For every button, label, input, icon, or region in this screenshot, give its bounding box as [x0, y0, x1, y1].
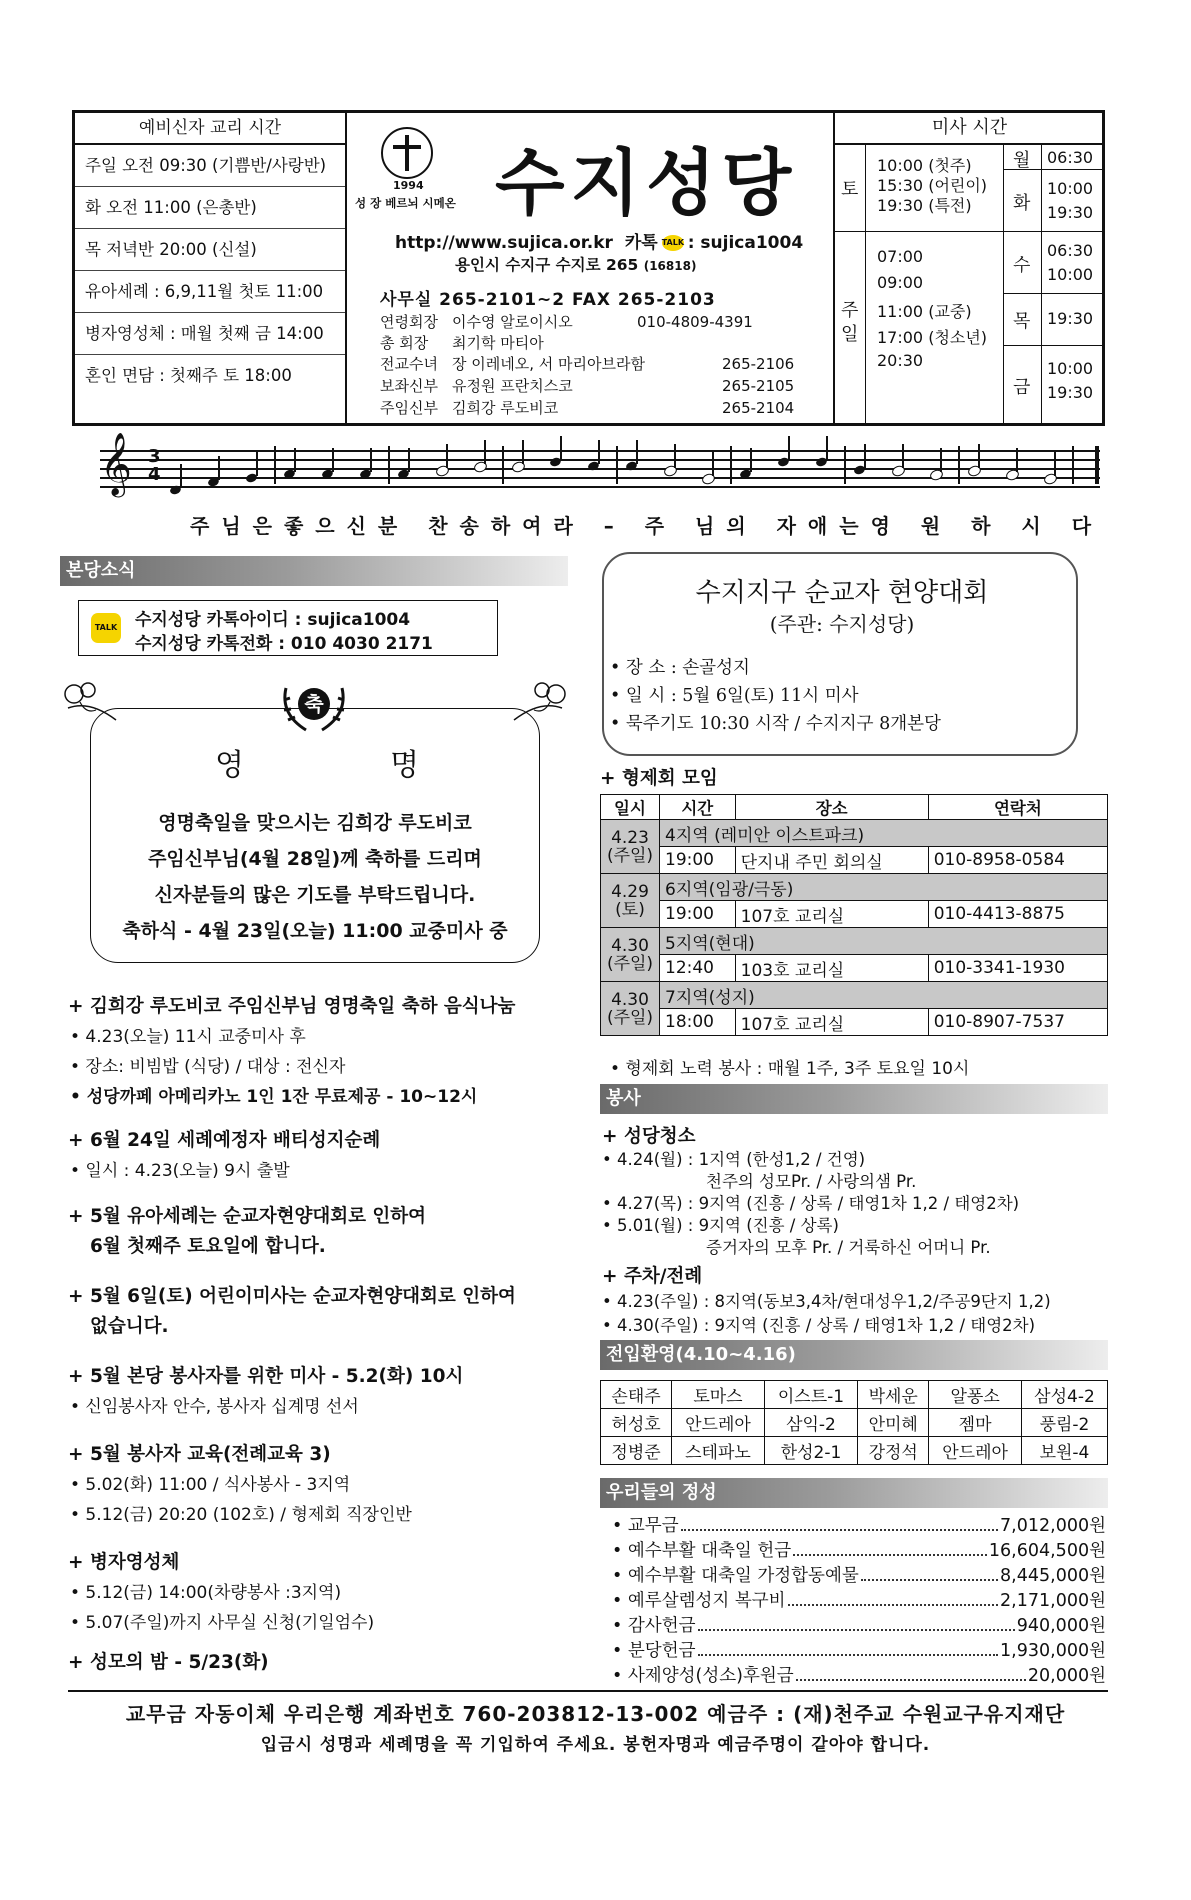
welcome-cell: 보원-4: [1021, 1437, 1107, 1465]
offering-row: • 예수부활 대축일 헌금 16,604,500원: [612, 1537, 1106, 1562]
music-note: [701, 472, 717, 486]
offering-row: • 예루살렘성지 복구비 2,171,000원: [612, 1587, 1106, 1612]
music-note: [967, 464, 983, 478]
welcome-cell: 삼익-2: [764, 1409, 857, 1437]
mass-time: 07:00: [877, 247, 924, 266]
welcome-cell: 정병준: [601, 1437, 672, 1465]
offering-row: • 분당헌금 1,930,000원: [612, 1637, 1106, 1662]
event-title: 수지지구 순교자 현양대회: [695, 578, 989, 608]
kakao-id: : sujica1004: [687, 233, 804, 253]
news-item-head-cont: 6월 첫째주 토요일에 합니다.: [90, 1236, 326, 1257]
mass-day-thu: 목: [1013, 311, 1031, 332]
table-row: [601, 1009, 1108, 1036]
welcome-cell: 삼성4-2: [1021, 1381, 1107, 1409]
parish-emblem-icon: [381, 127, 433, 179]
service-line: • 4.30(주일) : 9지역 (진흥 / 상록 / 태영1차 1,2 / 태영2차): [602, 1316, 1036, 1335]
news-item-line: • 일시 : 4.23(오늘) 9시 출발: [70, 1161, 290, 1181]
table-header-row: [601, 795, 1108, 820]
address-line: [455, 253, 696, 275]
table-row: [601, 820, 1108, 847]
final-bar-line: [1095, 446, 1099, 484]
bar-line: [844, 446, 846, 484]
staff-line: [100, 486, 1100, 488]
catechism-schedule: [75, 113, 347, 423]
celebration-line: 주임신부님(4월 28일)께 축하를 드리며: [148, 848, 482, 870]
staff-line: [100, 459, 1100, 461]
news-item-line: • 5.12(금) 20:20 (102호) / 형제회 직장인반: [70, 1505, 412, 1525]
mass-day-wed: 수: [1013, 255, 1031, 276]
staff-role: 주임신부: [380, 399, 438, 417]
hymn-lyrics: 주님은좋으신분 찬송하여라 – 주 님의 자애는영 원 하 시 다: [190, 514, 1104, 538]
emblem-patron: 성 장 베르뇌 시메온: [355, 196, 456, 210]
mass-time: 06:30: [1047, 241, 1094, 260]
kakao-line: 수지성당 카톡전화 : 010 4030 2171: [135, 634, 433, 654]
parish-info: [345, 113, 833, 423]
mass-title: 미사 시간: [835, 113, 1104, 145]
staff-row: [380, 311, 753, 332]
news-item-head: + 5월 봉사자 교육(전례교육 3): [68, 1444, 331, 1465]
mass-day-sat: 토: [841, 179, 859, 200]
music-note: [891, 464, 907, 478]
staff-phone: 265-2104: [722, 399, 795, 417]
meeting-phone: 010-8958-0584: [928, 847, 1107, 874]
music-note: [1043, 472, 1059, 486]
mass-time: 20:30: [877, 351, 924, 370]
staff-role: 전교수녀: [380, 355, 438, 373]
meeting-place: 107호 교리실: [735, 1009, 928, 1036]
kakao-label: 카톡: [624, 233, 658, 253]
staff-role: 총 회장: [380, 334, 429, 352]
staff-name: 장 이레네오, 서 마리아브라함: [452, 355, 645, 373]
staff-name: 이수영 알로이시오: [452, 313, 573, 331]
celebration-line: 축하식 - 4월 23일(오늘) 11:00 교중미사 중: [122, 920, 508, 942]
news-item-head-cont: 없습니다.: [90, 1316, 169, 1337]
mass-time: 15:30 (어린이): [877, 176, 988, 195]
mass-day-fri: 금: [1013, 377, 1031, 398]
news-item-head: + 5월 유아세례는 순교자현양대회로 인하여: [68, 1206, 427, 1227]
meeting-head: + 형제회 모임: [600, 768, 718, 789]
table-row: [601, 1437, 1108, 1465]
mass-day-tue: 화: [1013, 193, 1031, 214]
table-row: [601, 874, 1108, 901]
bulletin-header: [72, 110, 1105, 426]
music-note: [435, 464, 451, 478]
meeting-date: 4.30 (주일): [601, 982, 660, 1036]
mass-time: 19:30: [1047, 309, 1094, 328]
welcome-table: [600, 1380, 1108, 1465]
event-line: • 일 시 : 5월 6일(토) 11시 미사: [610, 686, 859, 706]
meeting-time: 19:00: [660, 901, 736, 928]
section-parish-news: 본당소식: [60, 556, 568, 586]
event-line: • 장 소 : 손골성지: [610, 658, 750, 678]
service-line: 천주의 성모Pr. / 사랑의샘 Pr.: [706, 1172, 917, 1191]
zip-code: (16818): [643, 259, 697, 273]
mass-time: 06:30: [1047, 148, 1094, 167]
welcome-cell: 강정석: [858, 1437, 929, 1465]
news-item-line: • 5.07(주일)까지 사무실 신청(기일엄수): [70, 1613, 375, 1633]
col-header: 일시: [601, 795, 660, 820]
welcome-cell: 안드레아: [672, 1409, 765, 1437]
news-item-line: • 장소: 비빔밥 (식당) / 대상 : 전신자: [70, 1057, 346, 1077]
bar-line: [502, 446, 504, 484]
staff-name: 김희강 루도비코: [452, 399, 559, 417]
catechism-row: 혼인 면담 : 첫째주 토 18:00: [85, 366, 292, 385]
news-item-head: + 김희강 루도비코 주임신부님 영명축일 축하 음식나눔: [68, 996, 516, 1017]
staff-row: [380, 332, 637, 353]
bar-line: [616, 446, 618, 484]
parish-url[interactable]: http://www.sujica.or.kr: [395, 233, 613, 253]
offering-row: • 교무금 7,012,000원: [612, 1512, 1106, 1537]
music-note: [663, 464, 679, 478]
table-row: [601, 982, 1108, 1009]
service-line: • 4.23(주일) : 8지역(동보3,4차/현대성우1,2/주공9단지 1,2): [602, 1292, 1051, 1311]
staff-phone: 010-4809-4391: [637, 313, 753, 331]
mass-time: 10:00 (첫주): [877, 156, 972, 175]
news-item-head: + 성모의 밤 - 5/23(화): [68, 1652, 269, 1673]
kakao-icon: TALK: [662, 235, 684, 251]
welcome-cell: 스테파노: [672, 1437, 765, 1465]
table-row: [601, 1381, 1108, 1409]
staff-name: 최기학 마티아: [452, 334, 544, 352]
mass-time: 17:00 (청소년): [877, 328, 988, 347]
flower-right-icon: [510, 680, 570, 726]
meeting-note: • 형제회 노력 봉사 : 매월 1주, 3주 토요일 10시: [610, 1059, 970, 1079]
time-signature: 3 4: [148, 446, 161, 485]
music-note: [1005, 468, 1021, 482]
mass-time: 19:30: [1047, 383, 1094, 402]
meeting-date: 4.30 (주일): [601, 928, 660, 982]
service-line: • 4.27(목) : 9지역 (진흥 / 상록 / 태영1차 1,2 / 태영2차): [602, 1194, 1020, 1213]
meeting-table: [600, 794, 1108, 1036]
bar-line: [274, 446, 276, 484]
catechism-row: 주일 오전 09:30 (기쁨반/사랑반): [75, 145, 345, 187]
kakao-info-box: [78, 600, 498, 656]
parking-head: + 주차/전례: [602, 1266, 703, 1287]
mass-time: 10:00: [1047, 265, 1094, 284]
event-line: • 묵주기도 10:30 시작 / 수지지구 8개본당: [610, 714, 941, 734]
table-row: [601, 955, 1108, 982]
emblem-year: 1994: [393, 179, 424, 192]
news-item-line: • 5.02(화) 11:00 / 식사봉사 - 3지역: [70, 1475, 351, 1495]
section-welcome: 전입환영(4.10~4.16): [600, 1340, 1108, 1370]
catechism-row: 유아세례 : 6,9,11월 첫토 11:00: [75, 271, 345, 313]
catechism-title: 예비신자 교리 시간: [75, 113, 345, 145]
staff-role: 연령회장: [380, 313, 438, 331]
meeting-region: 5지역(현대): [660, 928, 1108, 955]
welcome-cell: 이스트-1: [764, 1381, 857, 1409]
office-phone: 사무실 265-2101~2 FAX 265-2103: [380, 290, 716, 310]
celebration-title-a: 영: [215, 748, 244, 783]
offering-row: • 감사헌금 940,000원: [612, 1612, 1106, 1637]
service-line: • 4.24(월) : 1지역 (한성1,2 / 건영): [602, 1150, 866, 1169]
news-item-line: • 4.23(오늘) 11시 교중미사 후: [70, 1027, 306, 1047]
meeting-phone: 010-4413-8875: [928, 901, 1107, 928]
mass-time: 19:30: [1047, 203, 1094, 222]
flower-left-icon: [60, 680, 120, 726]
meeting-place: 107호 교리실: [735, 901, 928, 928]
mass-day-sun: 주일: [841, 300, 859, 345]
celebration-title-b: 명: [390, 748, 419, 783]
news-item-head: + 병자영성체: [68, 1552, 180, 1573]
service-line: • 5.01(월) : 9지역 (진흥 / 상록): [602, 1216, 839, 1235]
section-offering: 우리들의 정성: [600, 1478, 1108, 1508]
celebration-line: 신자분들의 많은 기도를 부탁드립니다.: [154, 884, 476, 906]
news-item-line: • 신임봉사자 안수, 봉사자 십계명 선서: [70, 1397, 359, 1417]
staff-name: 유정원 프란치스코: [452, 377, 573, 395]
section-service: 봉사: [600, 1084, 1108, 1114]
welcome-cell: 손태주: [601, 1381, 672, 1409]
news-item-head: + 6월 24일 세례예정자 배티성지순례: [68, 1130, 381, 1151]
col-header: 시간: [660, 795, 736, 820]
welcome-cell: 토마스: [672, 1381, 765, 1409]
parish-title: 수지성당: [495, 141, 798, 225]
hymn-staff: [100, 432, 1100, 500]
catechism-row: 병자영성체 : 매월 첫째 금 14:00: [75, 313, 345, 355]
catechism-row: 화 오전 11:00 (은총반): [75, 187, 345, 229]
offering-row: • 예수부활 대축일 가정합동예물 8,445,000원: [612, 1562, 1106, 1587]
martyrs-event-box: [602, 552, 1078, 756]
welcome-cell: 안드레아: [929, 1437, 1022, 1465]
table-row: [601, 847, 1108, 874]
staff-phone: 265-2105: [722, 377, 795, 395]
staff-row: [380, 397, 794, 418]
mass-day-mon: 월: [1013, 150, 1031, 171]
url-line: [395, 228, 803, 253]
offering-row: • 사제양성(성소)후원금 20,000원: [612, 1662, 1106, 1687]
welcome-cell: 풍림-2: [1021, 1409, 1107, 1437]
bar-line: [958, 446, 960, 484]
music-note: [511, 460, 527, 474]
clean-head: + 성당청소: [602, 1126, 696, 1147]
news-item-head: + 5월 6일(토) 어린이미사는 순교자현양대회로 인하여: [68, 1286, 516, 1307]
catechism-row: 목 저녁반 20:00 (신설): [75, 229, 345, 271]
meeting-place: 단지내 주민 회의실: [735, 847, 928, 874]
staff-line: [100, 450, 1100, 452]
table-row: [601, 1409, 1108, 1437]
event-subtitle: (주관: 수지성당): [769, 612, 915, 636]
meeting-date: 4.29 (토): [601, 874, 660, 928]
meeting-time: 12:40: [660, 955, 736, 982]
staff-role: 보좌신부: [380, 377, 438, 395]
welcome-cell: 젬마: [929, 1409, 1022, 1437]
col-header: 연락처: [928, 795, 1107, 820]
footer-bank-info: 교무금 자동이체 우리은행 계좌번호 760-203812-13-002 예금주 : (재)천주교 수원교구유지재단: [125, 1702, 1066, 1726]
staff-row: [380, 353, 794, 374]
mass-time: 09:00: [877, 273, 924, 292]
news-item-line: • 5.12(금) 14:00(차량봉사 :3지역): [70, 1583, 342, 1603]
staff-line: [100, 468, 1100, 470]
news-item-head: + 5월 본당 봉사자를 위한 미사 - 5.2(화) 10시: [68, 1366, 464, 1387]
kakao-line: 수지성당 카톡아이디 : sujica1004: [135, 610, 411, 630]
table-row: [601, 928, 1108, 955]
celebration-line: 영명축일을 맞으시는 김희강 루도비코: [158, 812, 472, 834]
footer-divider: [68, 1690, 1108, 1692]
meeting-phone: 010-3341-1930: [928, 955, 1107, 982]
footer-note: 입금시 성명과 세례명을 꼭 기입하여 주세요. 봉헌자명과 예금주명이 같아야 합니다.: [260, 1735, 931, 1755]
bar-line: [388, 446, 390, 484]
service-line: 증거자의 모후 Pr. / 거룩하신 어머니 Pr.: [706, 1238, 991, 1257]
kakao-talk-icon: TALK: [91, 613, 121, 643]
welcome-cell: 알퐁소: [929, 1381, 1022, 1409]
mass-time: 10:00: [1047, 359, 1094, 378]
music-note: [473, 460, 489, 474]
meeting-time: 18:00: [660, 1009, 736, 1036]
treble-clef-icon: 𝄞: [100, 432, 132, 495]
mass-time: 11:00 (교중): [877, 302, 972, 321]
staff-row: [380, 375, 794, 396]
mass-schedule: [833, 113, 1104, 423]
welcome-cell: 안미혜: [858, 1409, 929, 1437]
welcome-cell: 박세운: [858, 1381, 929, 1409]
address: 용인시 수지구 수지로 265: [455, 256, 639, 274]
mass-time: 19:30 (특전): [877, 196, 972, 215]
welcome-cell: 한성2-1: [764, 1437, 857, 1465]
news-item-line: • 성당까페 아메리카노 1인 1잔 무료제공 - 10~12시: [70, 1087, 478, 1107]
table-row: [601, 901, 1108, 928]
mass-time: 10:00: [1047, 179, 1094, 198]
welcome-cell: 허성호: [601, 1409, 672, 1437]
staff-phone: 265-2106: [722, 355, 795, 373]
music-note: [929, 468, 945, 482]
meeting-date: 4.23 (주일): [601, 820, 660, 874]
meeting-region: 6지역(임광/극동): [660, 874, 1108, 901]
bar-line: [1072, 446, 1074, 484]
meeting-place: 103호 교리실: [735, 955, 928, 982]
meeting-region: 7지역(성지): [660, 982, 1108, 1009]
feast-celebration: [60, 680, 570, 963]
celebration-mark: 축: [298, 688, 330, 720]
meeting-region: 4지역 (레미안 이스트파크): [660, 820, 1108, 847]
col-header: 장소: [735, 795, 928, 820]
meeting-time: 19:00: [660, 847, 736, 874]
bar-line: [730, 446, 732, 484]
meeting-phone: 010-8907-7537: [928, 1009, 1107, 1036]
